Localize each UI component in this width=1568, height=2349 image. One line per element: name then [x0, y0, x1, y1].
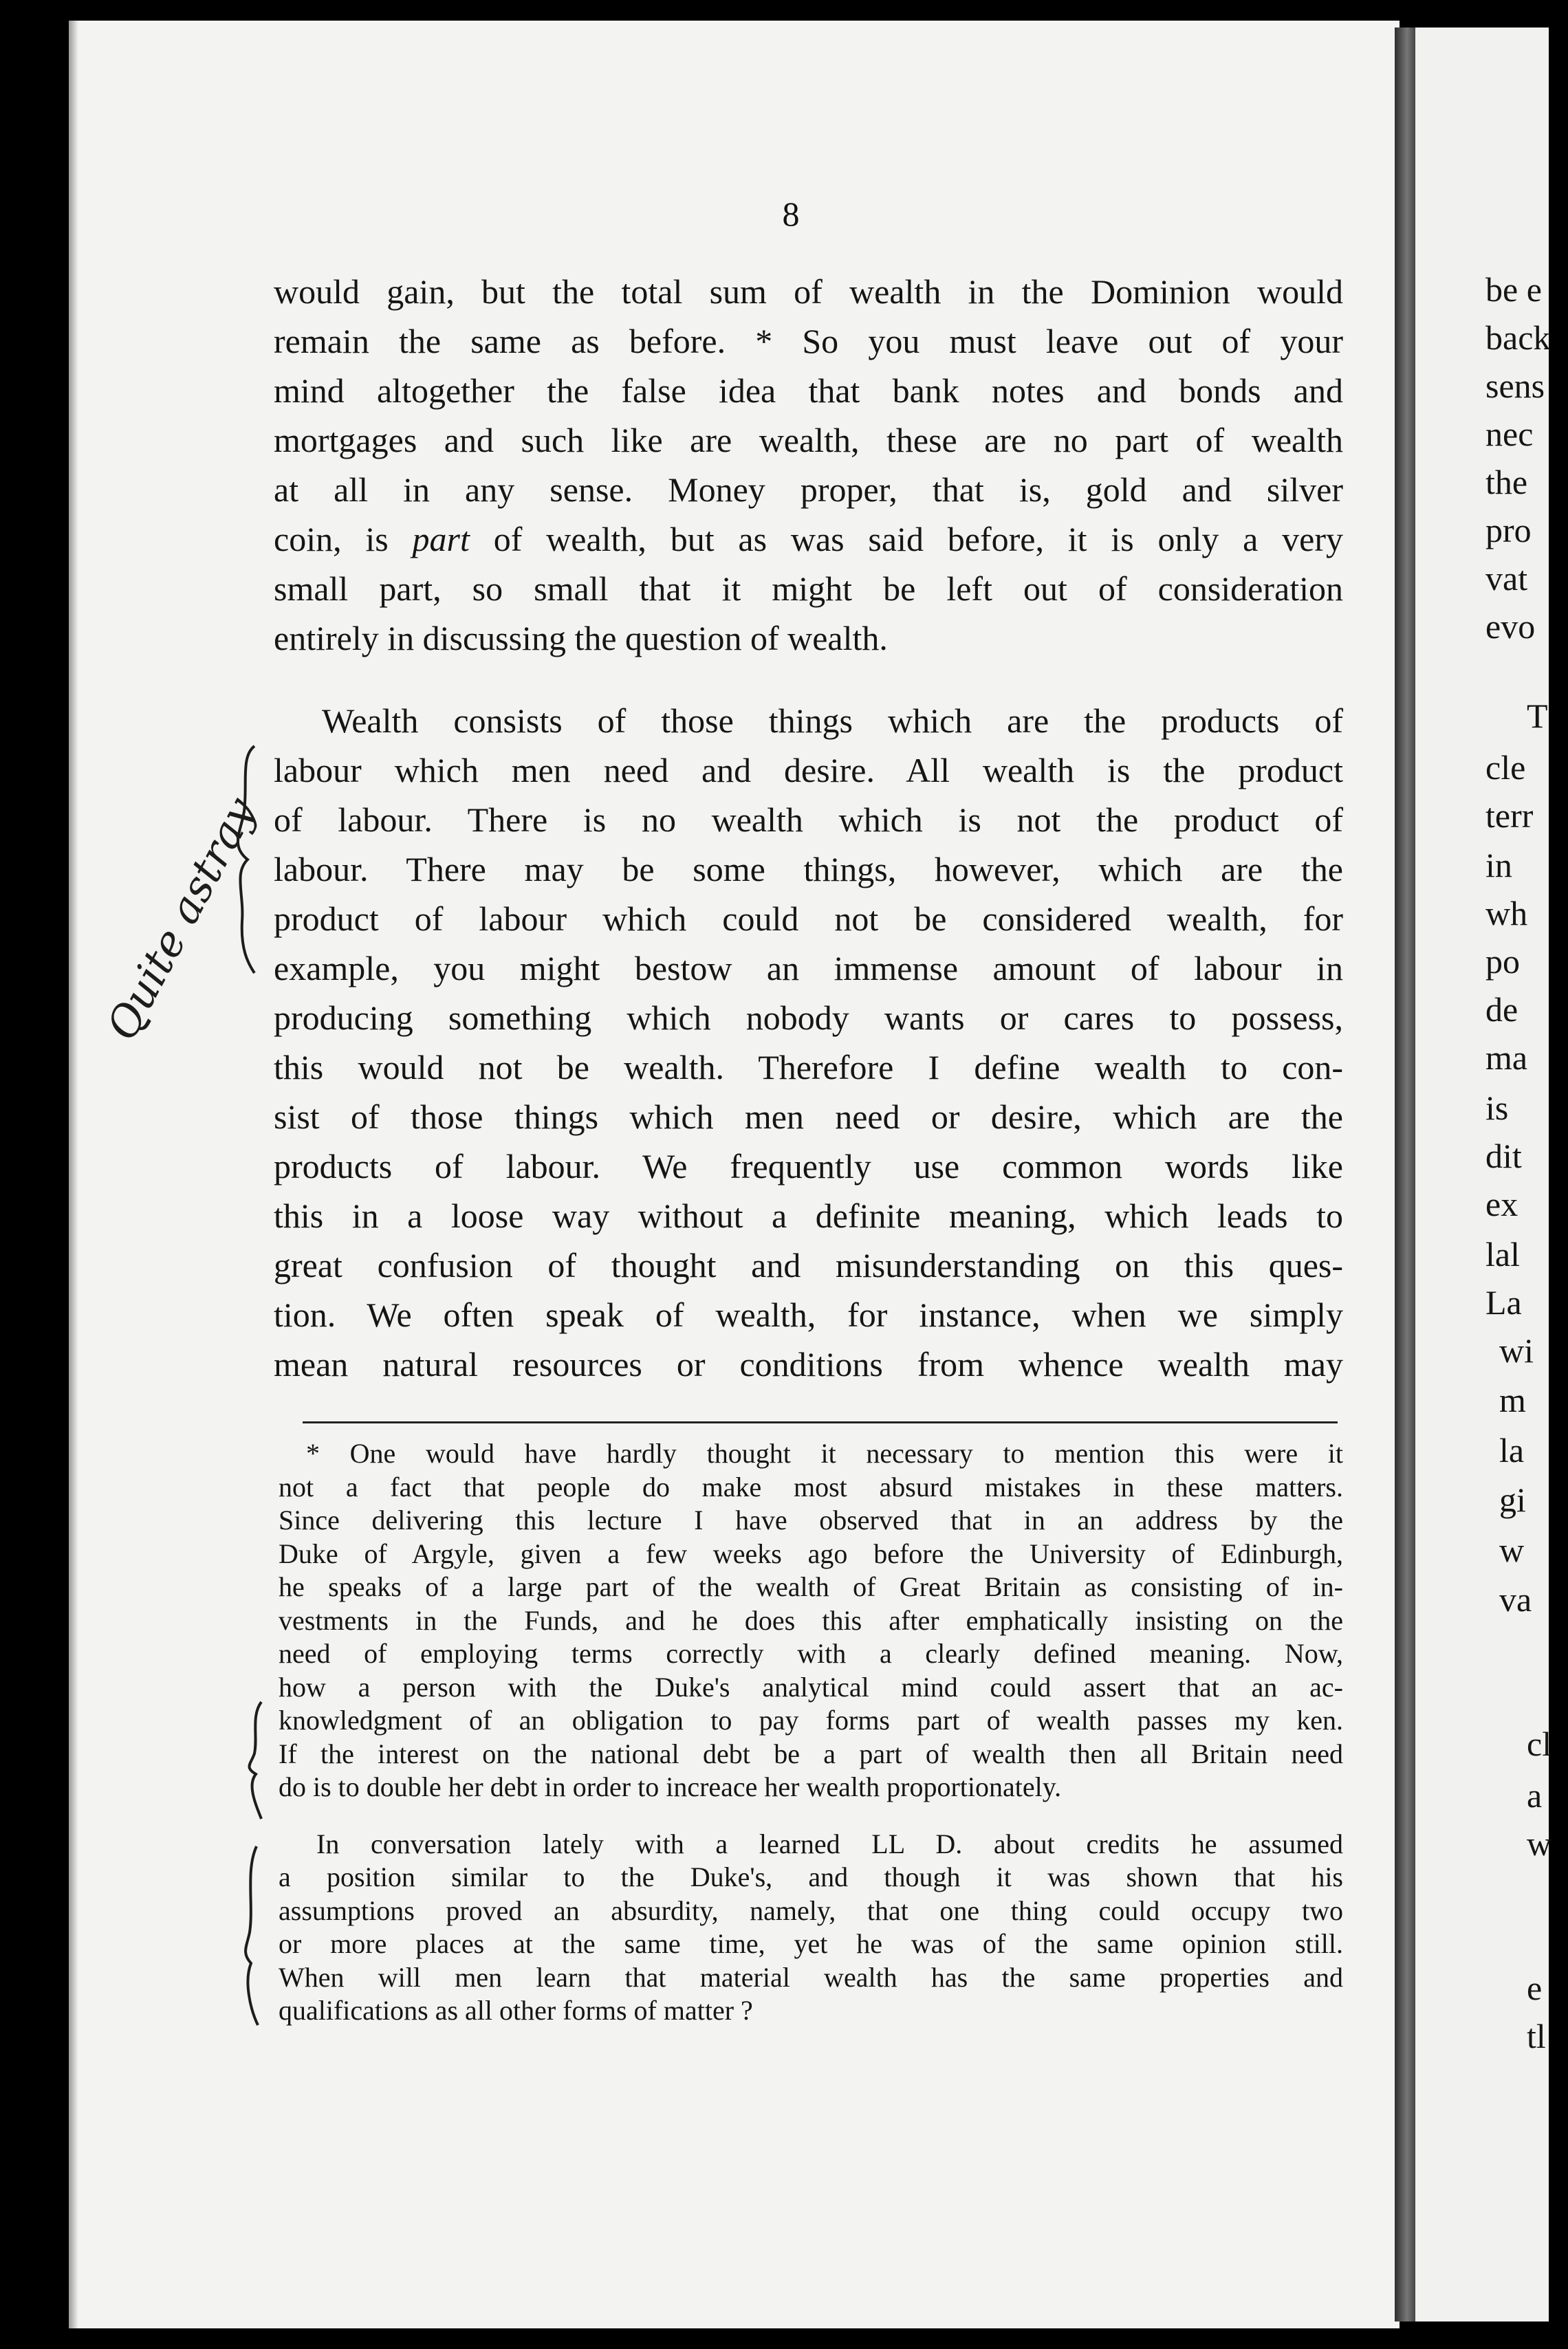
- footnote-line: or more places at the same time, yet he was of the same opinion still.: [279, 1928, 1343, 1959]
- text-line: producing something which nobody wants or cares to possess,: [274, 998, 1343, 1037]
- facing-fragment: e: [1527, 1969, 1543, 2007]
- footnote-line: If the interest on the national debt be a part of wealth then all Britain need: [279, 1738, 1343, 1769]
- footnote-line: knowledgment of an obligation to pay forms part of wealth passes my ken.: [279, 1705, 1343, 1736]
- text-line: tion. We often speak of wealth, for instance, when we simply: [274, 1296, 1343, 1334]
- footnote-line: do is to double her debt in order to increace her wealth proportionately.: [279, 1771, 1062, 1802]
- text-line: mind altogether the false idea that bank notes and bonds and: [274, 371, 1343, 410]
- footnote-line: not a fact that people do make most absurd mistakes in these matters.: [279, 1471, 1343, 1503]
- footnote-line: vestments in the Funds, and he does this after emphatically insisting on the: [279, 1604, 1343, 1636]
- footnote-line: When will men learn that material wealth has the same properties and: [279, 1961, 1343, 1993]
- facing-fragment: be e: [1485, 270, 1542, 309]
- text-line: at all in any sense. Money proper, that is, gold and silver: [274, 470, 1343, 509]
- footnotes: [279, 1437, 1343, 2028]
- text-line: of labour. There is no wealth which is not the product of: [274, 800, 1343, 839]
- text-line: Wealth consists of those things which are the products of: [322, 701, 1343, 740]
- text-line: this in a loose way without a definite meaning, which leads to: [274, 1197, 1343, 1235]
- facing-fragment: vat: [1485, 559, 1528, 598]
- page-edge-shadow: [69, 21, 78, 2328]
- facing-fragment: va: [1499, 1580, 1532, 1619]
- facing-fragment: back: [1485, 318, 1551, 357]
- footnote-rule: [303, 1421, 1338, 1423]
- facing-fragment: po: [1485, 942, 1520, 981]
- facing-fragment: ma: [1485, 1038, 1528, 1077]
- text-line: products of labour. We frequently use common words like: [274, 1147, 1343, 1186]
- footnote-line: need of employing terms correctly with a clearly defined meaning. Now,: [279, 1638, 1343, 1669]
- footnote-line: a position similar to the Duke's, and though it was shown that his: [279, 1861, 1343, 1892]
- text-line: small part, so small that it might be left out of consideration: [274, 569, 1343, 608]
- text-line: would gain, but the total sum of wealth in the Dominion would: [274, 272, 1343, 311]
- facing-fragment: cl: [1527, 1725, 1552, 1763]
- text-line: sist of those things which men need or desire, which are the: [274, 1097, 1343, 1136]
- facing-fragment: a: [1527, 1776, 1543, 1815]
- facing-fragment: la: [1499, 1431, 1525, 1470]
- footnote-line: Since delivering this lecture I have observed that in an address by the: [279, 1505, 1343, 1536]
- handwritten-margin-note: Quite astray: [96, 789, 266, 1049]
- facing-fragment: nec: [1485, 415, 1534, 453]
- footnote-line: he speaks of a large part of the wealth of Great Britain as consisting of in-: [279, 1571, 1343, 1602]
- text-line: mortgages and such like are wealth, these are no part of wealth: [274, 421, 1343, 459]
- paragraph-2: [274, 696, 1343, 1389]
- book-spine: [1395, 28, 1415, 2321]
- facing-fragment: wh: [1485, 894, 1528, 932]
- facing-fragment: in: [1485, 846, 1512, 884]
- text-line: product of labour which could not be considered wealth, for: [274, 899, 1343, 938]
- text-line: great confusion of thought and misunderstanding on this ques-: [274, 1246, 1343, 1285]
- footnote-line: assumptions proved an absurdity, namely, that one thing could occupy two: [279, 1894, 1343, 1926]
- text-line: this would not be wealth. Therefore I define wealth to con-: [274, 1048, 1343, 1086]
- facing-fragment: pro: [1485, 511, 1532, 549]
- footnote-line: how a person with the Duke's analytical mind could assert that an ac-: [279, 1671, 1343, 1703]
- margin-bracket-icon: [227, 743, 261, 976]
- paragraph-1: [274, 267, 1343, 663]
- text-line: labour. There may be some things, however, which are the: [274, 850, 1343, 888]
- text-line: remain the same as before. * So you must leave out of your: [274, 322, 1343, 360]
- footnote-line: * One would have hardly thought it necessary to mention this were it: [306, 1438, 1343, 1469]
- facing-fragment: w: [1499, 1531, 1525, 1569]
- facing-fragment: terr: [1485, 796, 1534, 835]
- facing-fragment: gi: [1499, 1481, 1526, 1519]
- facing-fragment: w: [1527, 1824, 1552, 1863]
- footnote-line: In conversation lately with a learned LL D. about credits he assumed: [316, 1828, 1343, 1859]
- facing-fragment: de: [1485, 990, 1518, 1029]
- facing-fragment: lal: [1485, 1235, 1520, 1274]
- facing-fragment: La: [1485, 1283, 1522, 1322]
- facing-fragment: sens: [1485, 367, 1545, 405]
- text-line: entirely in discussing the question of wealth.: [274, 619, 888, 657]
- footnote-2: [279, 1828, 1343, 2028]
- main-text: [274, 267, 1343, 1389]
- facing-fragment: ex: [1485, 1185, 1518, 1223]
- page-number: 8: [782, 195, 800, 233]
- facing-fragment: is: [1485, 1089, 1509, 1127]
- margin-bracket-icon: [237, 1843, 265, 2029]
- facing-fragment: tl: [1527, 2017, 1546, 2055]
- text-line: example, you might bestow an immense amount of labour in: [274, 949, 1343, 987]
- text-line: labour which men need and desire. All wealth is the product: [274, 751, 1343, 789]
- footnote-1: [279, 1437, 1343, 1804]
- text-line: coin, is part of wealth, but as was said before, it is only a very: [274, 520, 1344, 558]
- facing-fragment: the: [1485, 463, 1528, 501]
- facing-fragment: dit: [1485, 1137, 1522, 1175]
- facing-fragment: cle: [1485, 748, 1526, 787]
- footnote-line: qualifications as all other forms of matter ?: [279, 1995, 753, 2026]
- facing-fragment: wi: [1499, 1331, 1534, 1370]
- margin-bracket-icon: [241, 1698, 268, 1822]
- footnote-line: Duke of Argyle, given a few weeks ago before the University of Edinburgh,: [279, 1538, 1343, 1569]
- facing-fragment: T: [1527, 697, 1548, 735]
- text-line: mean natural resources or conditions from whence wealth may: [274, 1345, 1343, 1384]
- facing-fragment: evo: [1485, 607, 1536, 646]
- facing-fragment: m: [1499, 1381, 1526, 1419]
